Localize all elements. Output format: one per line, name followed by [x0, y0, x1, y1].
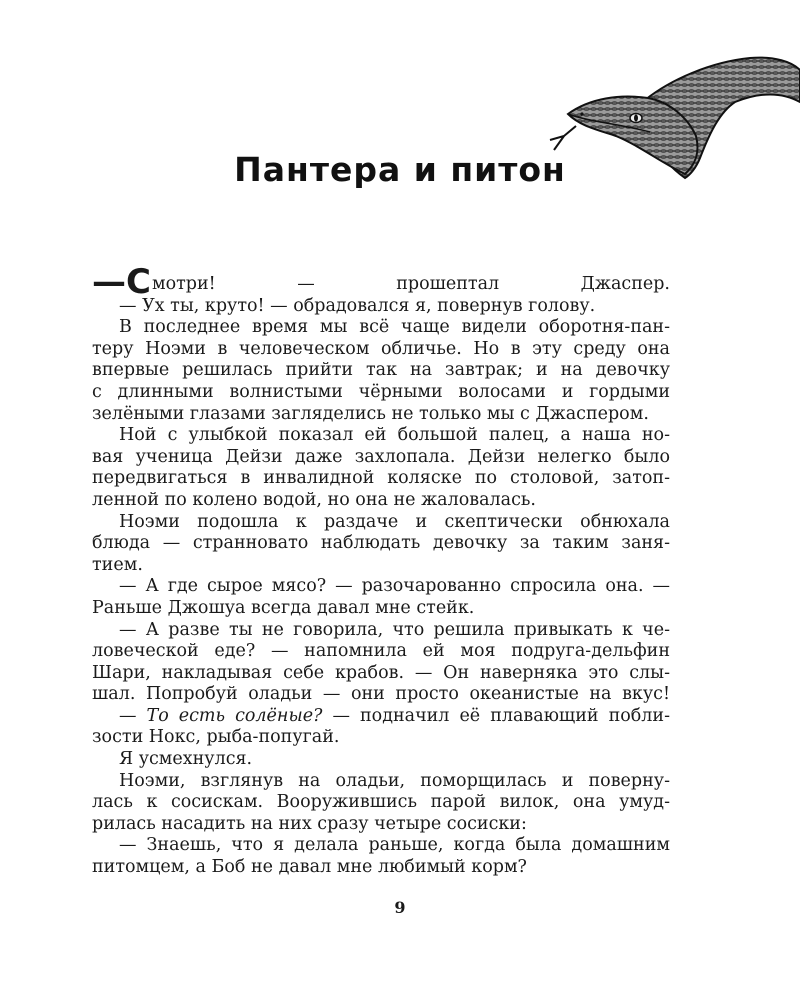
text-line: рилась насадить на них сразу четыре сосиски:	[92, 813, 527, 834]
text-line	[92, 706, 670, 728]
text-line: Ноэми, взглянув на оладьи, поморщилась и поверну-	[119, 770, 670, 791]
text-line: — А разве ты не говорила, что решила привыкать к че-	[119, 619, 670, 640]
text-line: питомцем, а Боб не давал мне любимый корм?	[92, 857, 527, 878]
dropcap-letter: С	[126, 262, 151, 302]
text-line: Ной с улыбкой показал ей большой палец, а наша но-	[119, 425, 670, 446]
text-line: зелёными глазами загляделись не только мы с Джаспером.	[92, 403, 649, 424]
text-line: тием.	[92, 554, 143, 575]
text-line: Шари, накладывая себе крабов. — Он наверняка это слы-	[92, 662, 670, 683]
text-line-content: — подначил её плавающий побли-	[322, 705, 670, 726]
text-line: впервые решилась прийти так на завтрак; и на девочку	[92, 360, 670, 381]
text-line: В последнее время мы всё чаще видели оборотня-пан-	[119, 317, 670, 338]
text-line: — Знаешь, что я делала раньше, когда была домашним	[119, 835, 670, 856]
text-line: Раньше Джошуа всегда давал мне стейк.	[92, 597, 475, 618]
text-line-content: мотри! — прошептал Джаспер.	[151, 274, 670, 294]
text-line: — Ух ты, круто! — обрадовался я, повернув голову.	[119, 295, 596, 316]
text-line: шал. Попробуй оладьи — они просто океанистые на вкус!	[92, 684, 670, 705]
italic-remark: — То есть солёные?	[119, 705, 323, 726]
text-line: Ноэми подошла к раздаче и скептически обнюхала	[119, 511, 670, 532]
text-line: ловеческой еде? — напомнила ей моя подруга-дельфин	[92, 641, 670, 662]
text-line: передвигаться в инвалидной коляске по столовой, затоп-	[92, 468, 670, 489]
text-line: блюда — странновато наблюдать девочку за таким заня-	[92, 533, 670, 554]
text-line: с длинными волнистыми чёрными волосами и гордыми	[92, 381, 670, 402]
chapter-title: Пантера и питон	[234, 150, 566, 189]
text-line: теру Ноэми в человеческом обличье. Но в эту среду она	[92, 338, 670, 359]
page-number: 9	[394, 898, 406, 917]
snake-tongue	[550, 126, 576, 150]
text-line: зости Нокс, рыба-попугай.	[92, 727, 340, 748]
text-line: лась к сосискам. Вооружившись парой вилок, она умуд-	[92, 792, 670, 813]
text-line: — А где сырое мясо? — разочарованно спросила она. —	[119, 576, 670, 597]
text-line: вая ученица Дейзи даже захлопала. Дейзи нелегко было	[92, 446, 670, 467]
text-line: ленной по колено водой, но она не жаловалась.	[92, 489, 536, 510]
body-text	[92, 262, 670, 879]
text-line	[92, 262, 670, 302]
text-line: Я усмехнулся.	[119, 749, 253, 770]
dropcap-dash: —	[92, 262, 126, 302]
